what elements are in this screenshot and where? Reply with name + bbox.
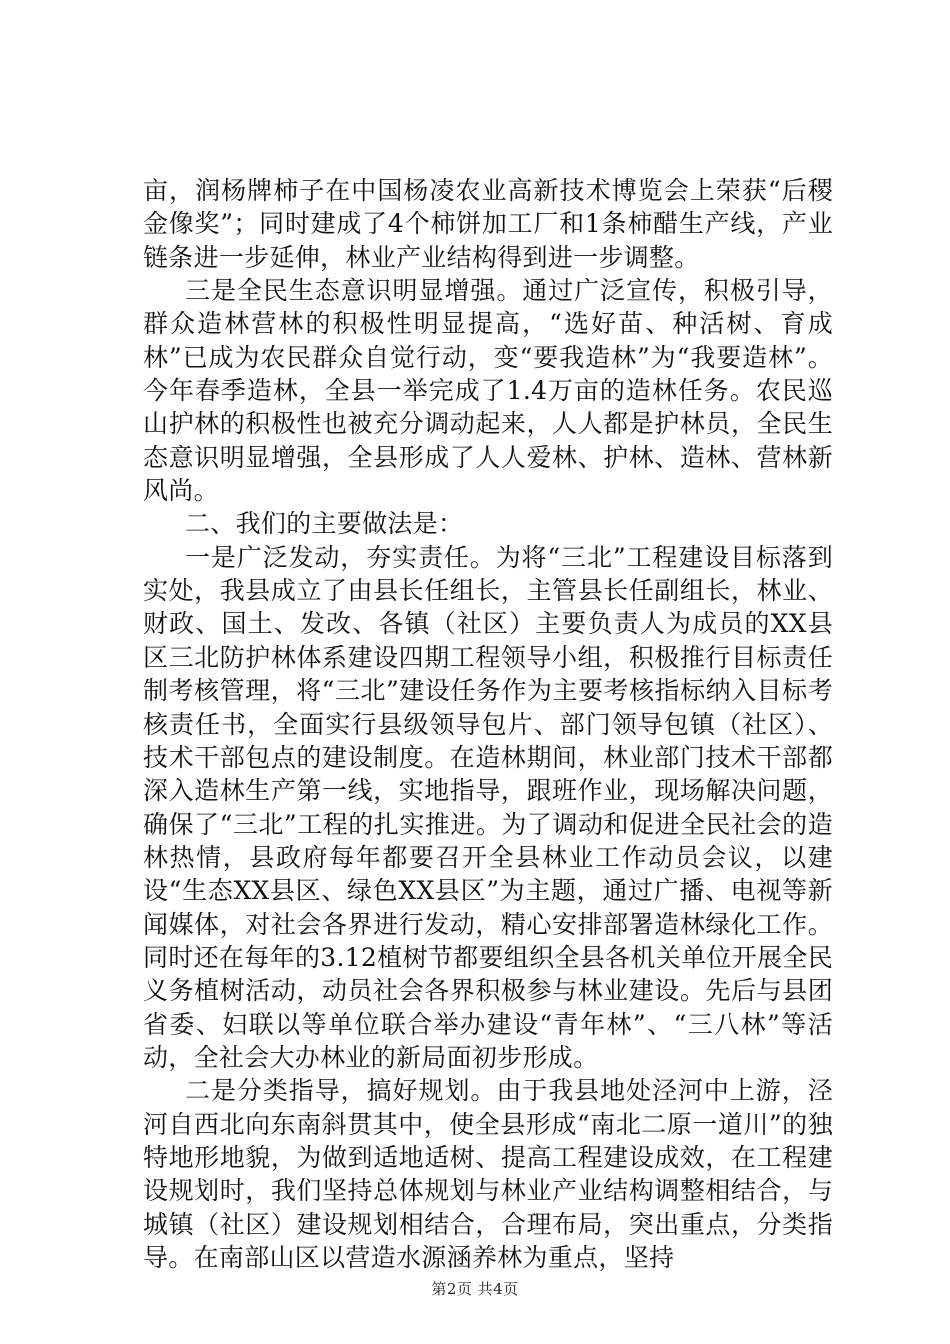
page-footer: 第2页 共4页	[431, 1280, 519, 1298]
paragraph-mobilization-responsibility: 一是广泛发动，夯实责任。为将“三北”工程建设目标落到实处，我县成立了由县长任组长，主管县长任副组长，林业、财政、国土、发改、各镇（社区）主要负责人为成员的XX县区三北防护林体系建设四期工程领导小组，积极推行目标责任制考核管理，将“三北”建设任务作为主要考核指标纳入目标考核责任书，全面实行县级领导包片、部门领导包镇（社区）、技术干部包点的建设制度。在造林期间，林业部门技术干部都深入造林生产第一线，实地指导，跟班作业，现场解决问题，确保了“三北”工程的扎实推进。为了调动和促进全民社会的造林热情，县政府每年都要召开全县林业工作动员会议，以建设“生态XX县区、绿色XX县区”为主题，通过广播、电视等新闻媒体，对社会各界进行发动，精心安排部署造林绿化工作。同时还在每年的3.12植树节都要组织全县各机关单位开展全民义务植树活动，动员社会各界积极参与林业建设。先后与县团省委、妇联以等单位联合举办建设“青年林”、“三八林”等活动，全社会大办林业的新局面初步形成。	[143, 542, 833, 1072]
section-heading-main-practices: 二、我们的主要做法是：	[185, 509, 464, 539]
paragraph-classified-guidance: 二是分类指导，搞好规划。由于我县地处泾河中上游，泾河自西北向东南斜贯其中，使全县形成“南北二原一道川”的独特地形地貌，为做到适地适树、提高工程建设成效，在工程建设规划时，我们坚持总体规划与林业产业结构调整相结合，与城镇（社区）建设规划相结合，合理布局，突出重点，分类指导。在南部山区以营造水源涵养林为重点，坚持	[143, 1076, 833, 1272]
paragraph-ecology-awareness: 三是全民生态意识明显增强。通过广泛宣传，积极引导，群众造林营林的积极性明显提高，“选好苗、种活树、育成林”已成为农民群众自觉行动，变“要我造林”为“我要造林”。今年春季造林，全县一举完成了1.4万亩的造林任务。农民巡山护林的积极性也被充分调动起来，人人都是护林员，全民生态意识明显增强，全县形成了人人爱林、护林、造林、营林新风尚。	[143, 276, 833, 506]
document-body	[143, 174, 833, 1274]
paragraph-industry-chain: 亩，润杨牌柿子在中国杨凌农业高新技术博览会上荣获“后稷金像奖”；同时建成了4个柿饼加工厂和1条柿醋生产线，产业链条进一步延伸，林业产业结构得到进一步调整。	[143, 176, 833, 272]
